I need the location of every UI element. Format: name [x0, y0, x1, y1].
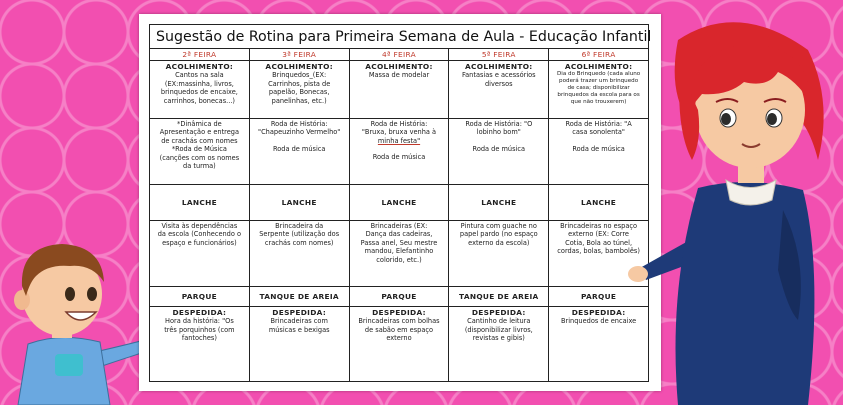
activity-cell: [249, 119, 349, 185]
period-cell: PARQUE: [150, 287, 250, 307]
day-header: 3ª FEIRA: [249, 49, 349, 61]
girl-teacher-illustration: [618, 10, 843, 405]
activity-row-2: [150, 119, 649, 185]
cell-line: *Dinâmica de: [177, 120, 222, 128]
lanche-cell: LANCHE: [150, 185, 250, 221]
despedida-label: DESPEDIDA:: [471, 308, 526, 317]
acolhimento-label: ACOLHIMENTO:: [465, 62, 533, 71]
activity-cell: [349, 119, 449, 185]
despedida-cell: [249, 307, 349, 382]
lanche-cell: LANCHE: [549, 185, 649, 221]
day-header: 4ª FEIRA: [349, 49, 449, 61]
acolhimento-label: ACOLHIMENTO:: [165, 62, 234, 71]
activity-cell: [449, 221, 549, 287]
cell-line: Brincadeiras com: [270, 317, 328, 326]
acolhimento-label: ACOLHIMENTO:: [564, 62, 633, 71]
cell-line: Pintura com guache no: [460, 222, 537, 230]
cell-line: Roda de História: "O: [465, 120, 533, 128]
cell-line: externo da escola): [468, 238, 530, 247]
despedida-row: [150, 307, 649, 382]
cell-line: Apresentação e entrega: [159, 128, 240, 137]
cell-line: brinquedos da escola para os: [557, 92, 640, 99]
cell-line: "Bruxa, bruxa venha à: [361, 128, 437, 137]
activity-cell: [150, 221, 250, 287]
cell-line: Cotia, Bola ao túnel,: [565, 238, 633, 247]
cell-line: minha festa": [377, 136, 421, 145]
cell-line: de crachás com nomes: [161, 136, 238, 145]
cell-line: da escola (Conhecendo o: [157, 230, 242, 239]
cell-line: externo: [386, 334, 412, 343]
activity-cell: [449, 119, 549, 185]
cell-line: (canções com os nomes: [159, 153, 240, 162]
cell-line: Roda de História:: [370, 120, 428, 128]
cell-line: músicas e bexigas: [268, 325, 330, 334]
cell-line: fantoches): [181, 334, 217, 343]
activity-row-4: [150, 221, 649, 287]
cell-line: de casa; disponibilizar: [567, 85, 630, 92]
cell-line: casa sonolenta": [572, 128, 625, 137]
cell-line: da turma): [183, 162, 216, 171]
acolhimento-cell: [449, 61, 549, 119]
cell-line: (disponibilizar livros,: [464, 325, 533, 334]
cell-line: Brincadeiras (EX:: [370, 222, 428, 230]
cell-line: Roda de História:: [270, 120, 328, 128]
cell-line: Roda de música: [372, 153, 426, 162]
acolhimento-cell: [349, 61, 449, 119]
cell-line: espaço e funcionários): [162, 238, 237, 247]
acolhimento-label: ACOLHIMENTO:: [365, 62, 433, 71]
cell-line: Brincadeira da: [275, 222, 324, 230]
cell-line: mandou, Elefantinho: [364, 247, 434, 256]
cell-line: Carrinhos, pista de: [268, 79, 331, 88]
cell-line: poderá trazer um brinquedo: [559, 78, 639, 85]
cell-line: crachás com nomes): [264, 238, 334, 247]
cell-line: Cantinho de leitura: [467, 317, 531, 326]
activity-cell: [150, 119, 250, 185]
cell-line: (EX:massinha, livros,: [164, 79, 234, 88]
schedule-sheet: [139, 14, 661, 391]
cell-line: revistas e gibis): [472, 334, 525, 343]
despedida-label: DESPEDIDA:: [172, 308, 227, 317]
acolhimento-cell: [249, 61, 349, 119]
lanche-cell: LANCHE: [449, 185, 549, 221]
day-header: 2ª FEIRA: [150, 49, 250, 61]
cell-line: Roda de música: [272, 144, 326, 153]
lanche-row: [150, 185, 649, 221]
cell-line: panelinhas, etc.): [271, 96, 327, 105]
cell-line: *Roda de Música: [171, 145, 227, 154]
cell-line: colorido, etc.): [376, 255, 422, 264]
parque-row: [150, 287, 649, 307]
cell-line: Roda de música: [472, 144, 526, 153]
despedida-label: DESPEDIDA:: [272, 308, 327, 317]
day-header: 6ª FEIRA: [549, 49, 649, 61]
activity-cell: [249, 221, 349, 287]
despedida-label: DESPEDIDA:: [571, 308, 626, 317]
cell-line: lobinho bom": [476, 128, 521, 137]
cell-line: externo (EX: Corre: [568, 230, 629, 239]
cell-line: brinquedos de encaixe,: [160, 88, 238, 97]
cell-line: três porquinhos (com: [164, 325, 235, 334]
cell-line: papel pardo (no espaço: [459, 230, 538, 239]
cell-line: Hora da história: "Os: [165, 317, 234, 326]
cell-line: papelão, Bonecas,: [268, 88, 330, 97]
cell-line: Visita às dependências: [161, 222, 238, 230]
cell-line: Massa de modelar: [368, 71, 430, 80]
cell-line: "Chapeuzinho Vermelho": [258, 128, 341, 137]
cell-line: que não trouxerem): [570, 99, 627, 106]
cell-line: Passa anel, Seu mestre: [360, 238, 438, 247]
cell-line: Serpente (utilização dos: [259, 230, 340, 239]
cell-line: carrinhos, bonecas...): [163, 96, 236, 105]
cell-line: diversos: [484, 79, 513, 88]
acolhimento-cell: [150, 61, 250, 119]
day-header-row: [150, 49, 649, 61]
schedule-table: [149, 48, 649, 382]
schedule-title: Sugestão de Rotina para Primeira Semana de Aula - Educação Infantil: [149, 24, 649, 48]
period-cell: PARQUE: [549, 287, 649, 307]
cell-line: cordas, bolas, bambolês): [557, 247, 640, 256]
cell-line: Dança das cadeiras,: [365, 230, 433, 239]
despedida-cell: [449, 307, 549, 382]
despedida-cell: [150, 307, 250, 382]
acolhimento-row: [150, 61, 649, 119]
cell-line: Brinquedos_(EX:: [272, 71, 327, 80]
cell-line: Dia do Brinquedo (cada aluno: [556, 71, 641, 78]
activity-cell: [349, 221, 449, 287]
despedida-label: DESPEDIDA:: [372, 308, 426, 317]
cell-line: Fantasias e acessórios: [461, 71, 536, 80]
cell-line: Brincadeiras no espaço: [560, 222, 638, 230]
period-cell: PARQUE: [349, 287, 449, 307]
cell-line: Roda de História: "A: [565, 120, 632, 128]
lanche-cell: LANCHE: [249, 185, 349, 221]
cell-line: de sabão em espaço: [364, 325, 434, 334]
despedida-cell: [349, 307, 449, 382]
day-header: 5ª FEIRA: [449, 49, 549, 61]
cell-line: Cantos na sala: [175, 71, 224, 80]
period-cell: TANQUE DE AREIA: [449, 287, 549, 307]
period-cell: TANQUE DE AREIA: [249, 287, 349, 307]
acolhimento-label: ACOLHIMENTO:: [265, 62, 333, 71]
cell-line: Brinquedos de encaixe: [560, 317, 637, 326]
cell-line: Brincadeiras com bolhas: [358, 317, 440, 326]
lanche-cell: LANCHE: [349, 185, 449, 221]
cell-line: Roda de música: [572, 144, 625, 153]
